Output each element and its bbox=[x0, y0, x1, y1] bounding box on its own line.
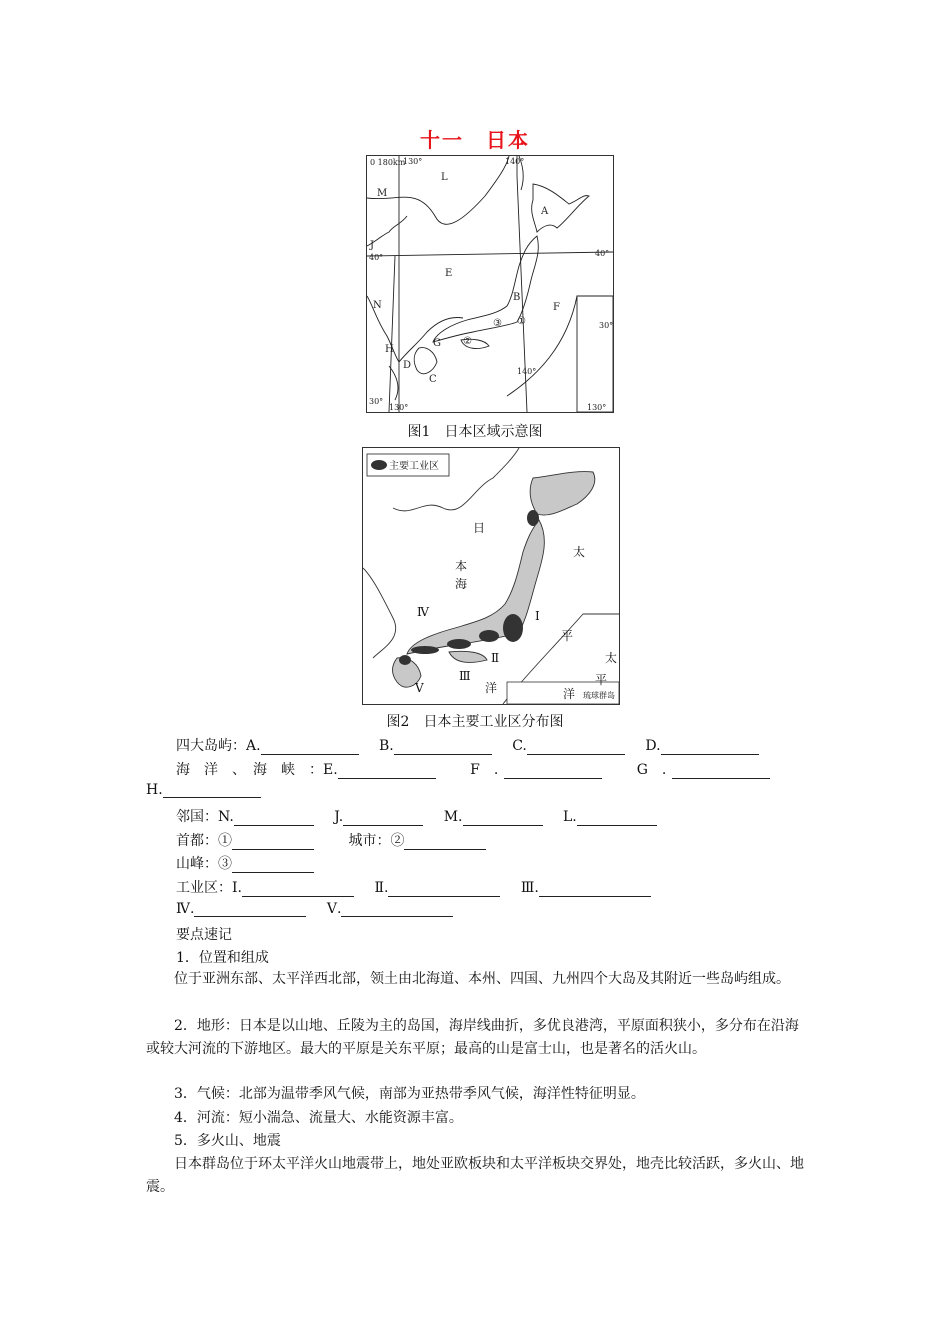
map-japan-industry-svg bbox=[363, 448, 619, 704]
answer-blank[interactable] bbox=[341, 902, 453, 917]
map1-scale: 0 180km bbox=[370, 158, 406, 167]
map2-sea-label: 日 bbox=[473, 521, 486, 535]
answer-blank[interactable] bbox=[338, 764, 436, 779]
answer-blank[interactable] bbox=[527, 740, 625, 755]
answer-blank[interactable] bbox=[343, 811, 423, 826]
notes-section-3-text: 3．气候：北部为温带季风气候，南部为亚热带季风气候，海洋性特征明显。 bbox=[174, 1086, 645, 1102]
map1-lon-label: 130° bbox=[389, 403, 409, 412]
map1-lat-label: 40° bbox=[369, 253, 384, 262]
map1-label-J: J bbox=[370, 240, 375, 251]
notes-section-5-text: 日本群岛位于环太平洋火山地震带上，地处亚欧板块和太平洋板块交界处，地壳比较活跃，多火山、地震。 bbox=[146, 1156, 804, 1195]
industry-zone-5 bbox=[399, 655, 411, 665]
map1-label-E: E bbox=[445, 268, 453, 279]
map2-legend-label: 主要工业区 bbox=[389, 461, 439, 472]
map2-ocean-label: 平 bbox=[561, 629, 574, 643]
map2-zone-label: Ⅱ bbox=[491, 651, 500, 665]
map1-lon-label: 140° bbox=[505, 157, 525, 166]
map1-lon-label: 140° bbox=[517, 367, 537, 376]
map1-label-circle3: ③ bbox=[493, 318, 502, 329]
map1-lat-label: 30° bbox=[599, 321, 613, 330]
notes-section-4-text: 4．河流：短小湍急、流量大、水能资源丰富。 bbox=[174, 1110, 463, 1126]
map1-caption: 图1 日本区域示意图 bbox=[407, 424, 543, 440]
answer-blank[interactable] bbox=[577, 811, 657, 826]
notes-section-1-title: 1．位置和组成 bbox=[176, 950, 269, 966]
map2-ocean-label: 洋 bbox=[563, 687, 576, 701]
map1-lat-label: 40° bbox=[595, 249, 610, 258]
map2-zone-label: Ⅲ bbox=[459, 669, 471, 683]
notes-heading: 要点速记 bbox=[176, 927, 232, 943]
map2-sea-label: 本 bbox=[455, 559, 468, 573]
map2-ocean-label: 平 bbox=[595, 673, 608, 687]
map2-zone-label: Ⅳ bbox=[417, 605, 429, 619]
answer-blank[interactable] bbox=[261, 740, 359, 755]
industry-zone-2 bbox=[479, 630, 499, 642]
map1-lon-label: 130° bbox=[403, 157, 423, 166]
question-islands: 四大岛屿：A. B. C. D. bbox=[176, 735, 759, 755]
industry-zone-4 bbox=[411, 646, 439, 654]
map1-label-L: L bbox=[441, 172, 448, 183]
page-title: 十一 日本 bbox=[420, 128, 530, 152]
answer-blank[interactable] bbox=[672, 764, 770, 779]
question-seas: 海 洋 、 海 峡 ：E. F . G . bbox=[176, 759, 770, 779]
map1-label-N: N bbox=[373, 300, 382, 311]
answer-blank[interactable] bbox=[463, 811, 543, 826]
industry-zone-3 bbox=[447, 639, 471, 649]
question-seas-h: H. bbox=[146, 782, 261, 798]
answer-blank[interactable] bbox=[194, 902, 306, 917]
answer-blank[interactable] bbox=[388, 882, 500, 897]
answer-blank[interactable] bbox=[232, 858, 314, 873]
map1-label-G: G bbox=[433, 338, 441, 349]
map2-ryukyu-label: 琉球群岛 bbox=[583, 691, 615, 700]
map1-label-C: C bbox=[429, 374, 437, 385]
question-neighbors: 邻国：N. J. M. L. bbox=[176, 806, 657, 826]
map1-label-A: A bbox=[541, 206, 549, 217]
answer-blank[interactable] bbox=[234, 811, 314, 826]
map-japan-industry bbox=[362, 447, 620, 705]
map2-caption: 图2 日本主要工业区分布图 bbox=[386, 714, 564, 730]
map-japan-region bbox=[366, 155, 614, 413]
map1-label-M: M bbox=[377, 188, 388, 199]
answer-blank[interactable] bbox=[163, 783, 261, 798]
question-industry: 工业区：Ⅰ. Ⅱ. Ⅲ. bbox=[176, 877, 651, 897]
question-peak: 山峰：③ bbox=[176, 853, 314, 873]
question-industry-2: Ⅳ. Ⅴ. bbox=[176, 901, 453, 917]
map2-zone-label: Ⅰ bbox=[535, 609, 540, 623]
map1-lon-label: 130° bbox=[587, 403, 607, 412]
notes-section-2-text: 2．地形：日本是以山地、丘陵为主的岛国，海岸线曲折，多优良港湾，平原面积狭小，多分布在沿海或较大河流的下游地区。最大的平原是关东平原；最高的山是富士山，也是著名的活火山。 bbox=[146, 1018, 799, 1057]
notes-section-1-text: 位于亚洲东部、太平洋西北部，领土由北海道、本州、四国、九州四个大岛及其附近一些岛屿组成。 bbox=[174, 971, 790, 987]
map1-label-F: F bbox=[553, 302, 560, 313]
answer-blank[interactable] bbox=[242, 882, 354, 897]
question-capital: 首都：① 城市：② bbox=[176, 830, 486, 850]
map1-label-B: B bbox=[513, 292, 521, 303]
map1-label-D: D bbox=[403, 360, 412, 371]
industry-zone-1 bbox=[503, 614, 523, 642]
answer-blank[interactable] bbox=[404, 835, 486, 850]
map1-label-H: H bbox=[385, 344, 394, 355]
notes-section-5-title: 5．多火山、地震 bbox=[174, 1133, 281, 1149]
answer-blank[interactable] bbox=[539, 882, 651, 897]
map-japan-region-svg bbox=[367, 156, 613, 412]
map1-label-circle2: ② bbox=[463, 336, 472, 347]
answer-blank[interactable] bbox=[504, 764, 602, 779]
map2-ocean-label: 太 bbox=[605, 651, 618, 665]
answer-blank[interactable] bbox=[394, 740, 492, 755]
map1-label-circle1: ① bbox=[517, 316, 526, 327]
map2-sea-label: 海 bbox=[455, 577, 468, 591]
map2-ocean-label: 太 bbox=[573, 545, 586, 559]
map2-zone-label: Ⅴ bbox=[415, 681, 424, 695]
map2-ocean-label: 洋 bbox=[485, 681, 498, 695]
answer-blank[interactable] bbox=[232, 835, 314, 850]
map1-lat-label: 30° bbox=[369, 397, 384, 406]
answer-blank[interactable] bbox=[661, 740, 759, 755]
